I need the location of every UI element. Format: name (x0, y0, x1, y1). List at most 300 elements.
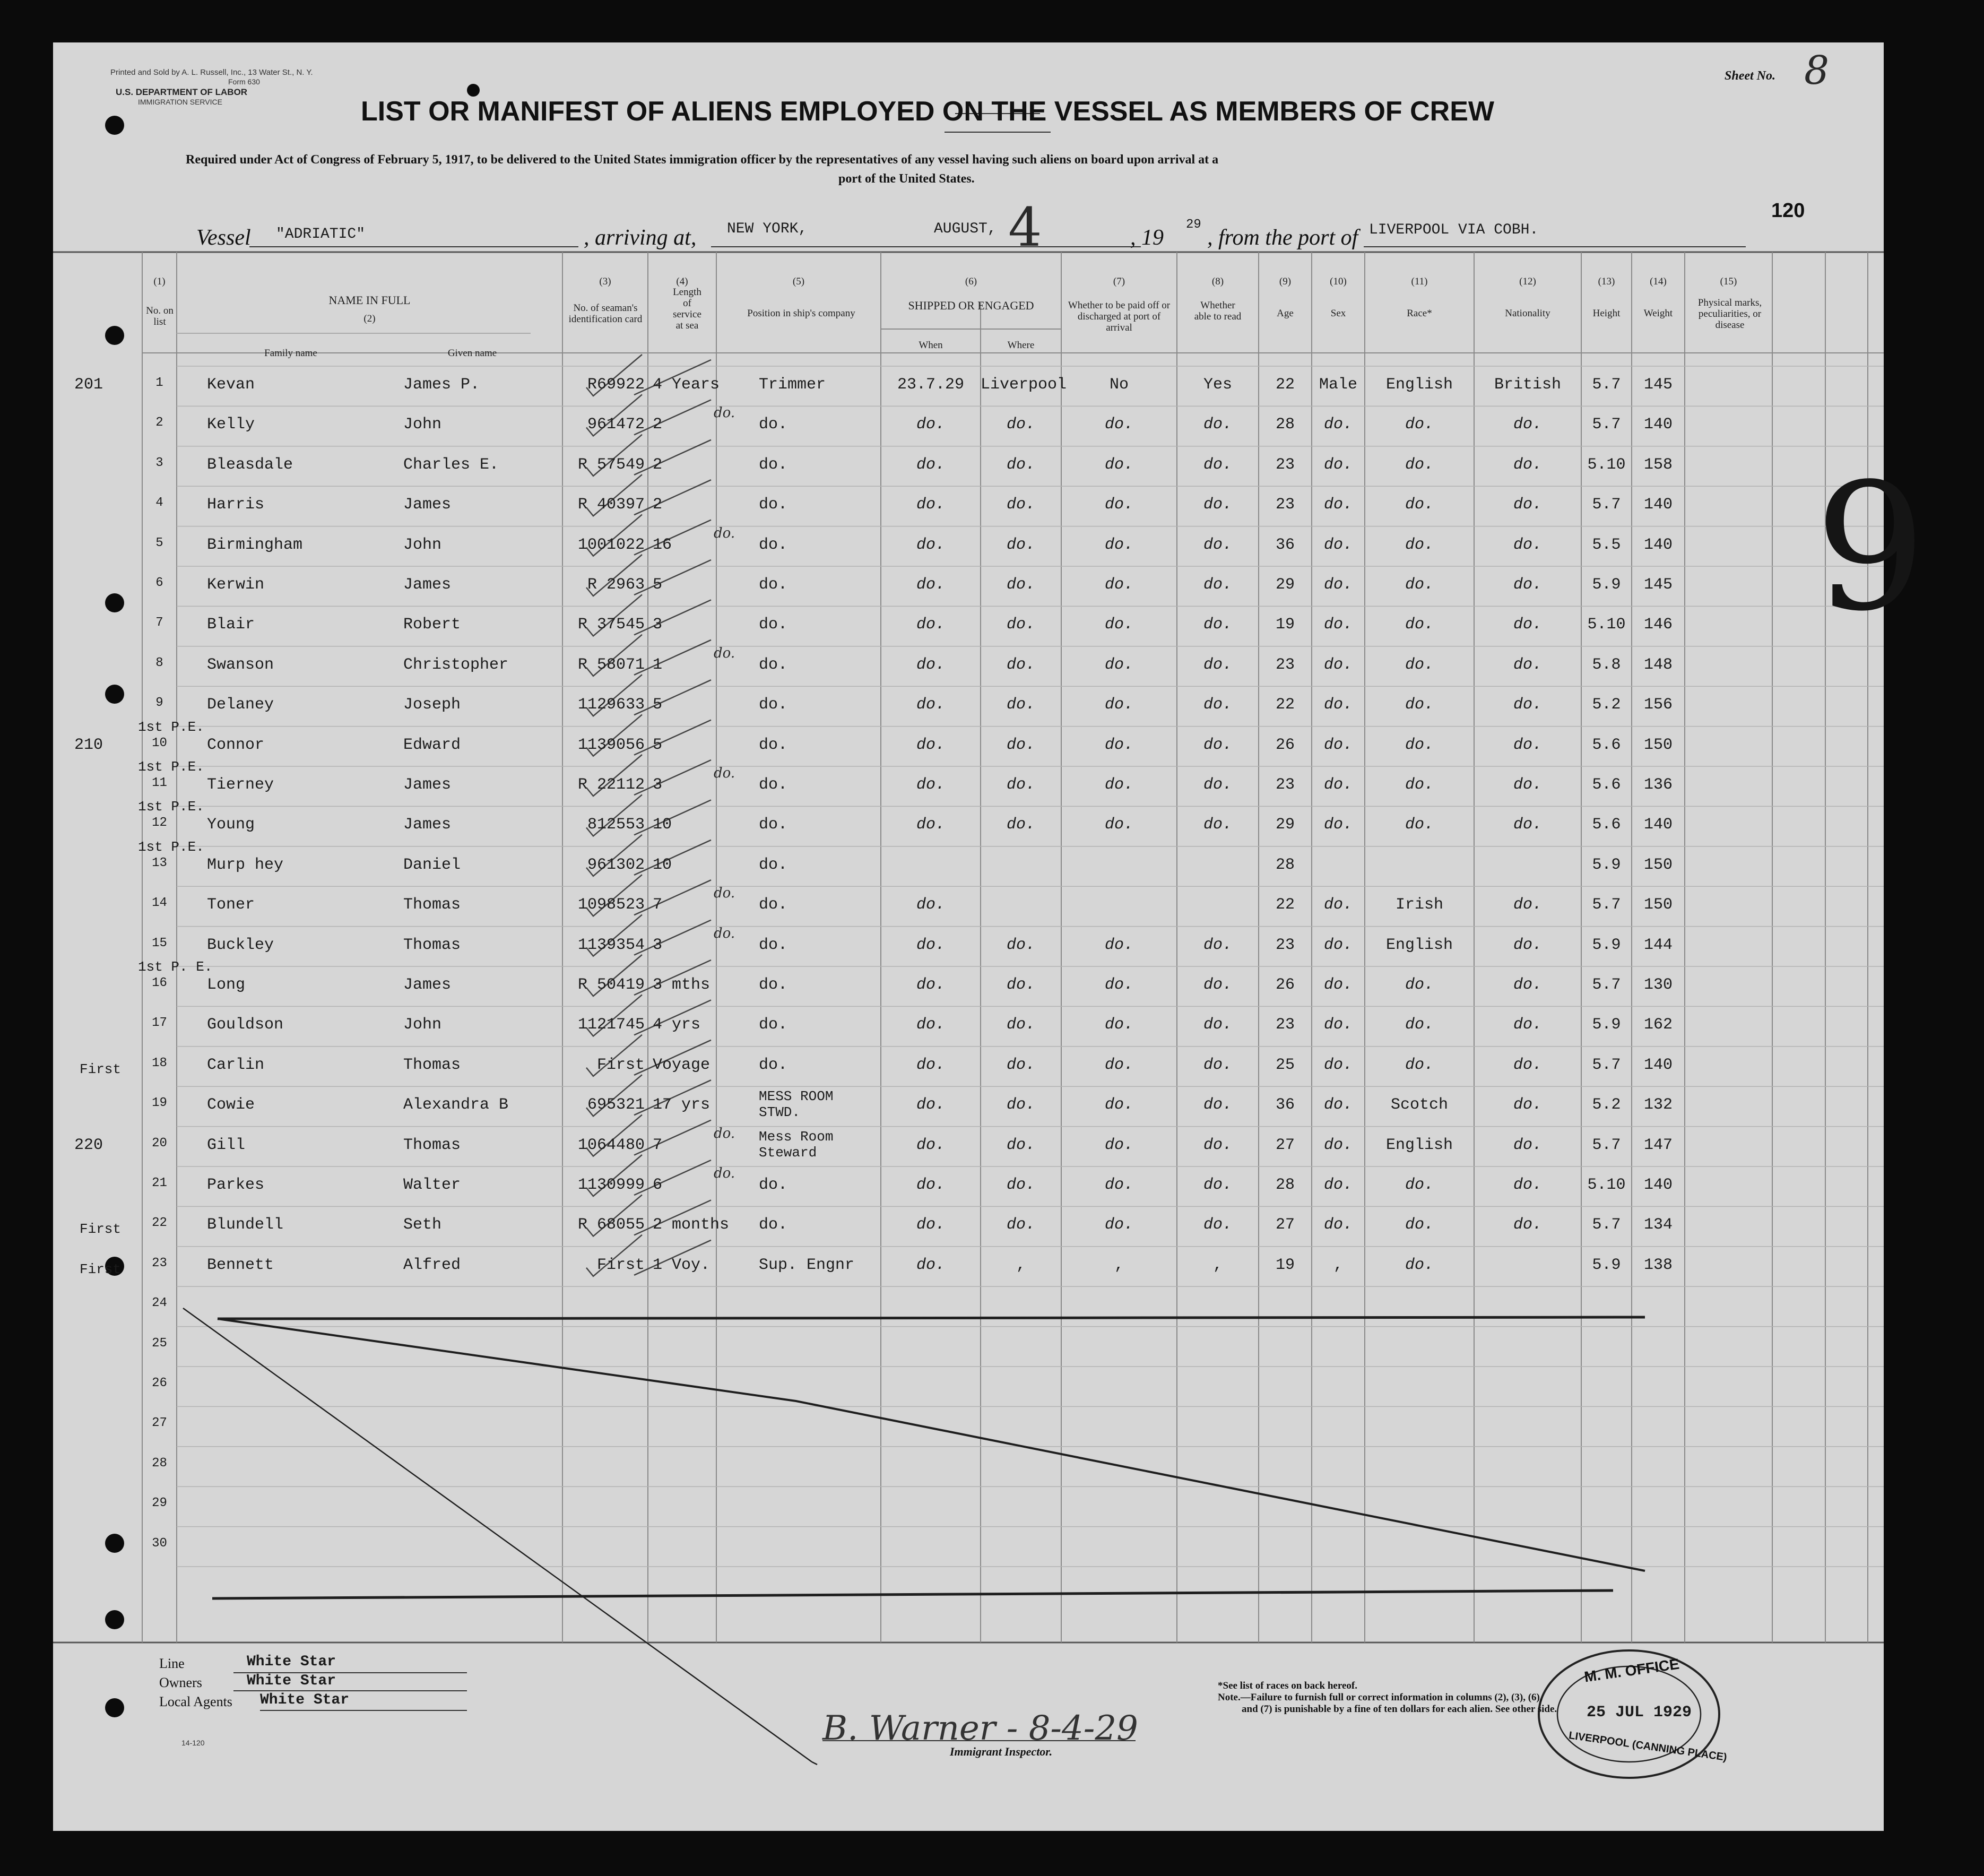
row-number: 11 (152, 776, 167, 790)
margin-note: 1st P.E. (138, 799, 204, 815)
age: 23 (1275, 1016, 1295, 1034)
height: 5.10 (1587, 455, 1626, 474)
seamans-card: R 2963 (587, 576, 645, 594)
col-name-in-full: NAME IN FULL (328, 293, 411, 307)
seamans-card: R 22112 (577, 776, 645, 794)
col-10-number: (10) (1330, 276, 1347, 287)
height: 5.7 (1592, 376, 1621, 394)
weight: 132 (1643, 1096, 1673, 1114)
row-number: 18 (152, 1056, 167, 1070)
row-number: 8 (155, 655, 163, 670)
weight: 150 (1643, 896, 1673, 914)
able-to-read: do. (1203, 976, 1232, 994)
height: 5.7 (1592, 1136, 1621, 1154)
weight: 150 (1643, 736, 1673, 754)
height: 5.6 (1592, 736, 1621, 754)
owners-label: Owners (159, 1675, 202, 1690)
family-name: Parkes (207, 1176, 265, 1194)
given-name: Thomas (403, 1136, 461, 1154)
sex: do. (1323, 696, 1353, 714)
able-to-read: do. (1203, 1096, 1232, 1114)
age: 29 (1275, 816, 1295, 834)
sex: do. (1323, 1016, 1353, 1034)
col-9-number: (9) (1279, 276, 1292, 287)
race: do. (1405, 655, 1434, 674)
weight: 140 (1643, 1176, 1673, 1194)
col-sex: Sex (1330, 308, 1346, 319)
from-underline (1364, 246, 1746, 247)
margin-count: 210 (74, 736, 103, 754)
paid-off: do. (1104, 1096, 1133, 1114)
note-failure: Note.—Failure to furnish full or correct information in columns (2), (3), (6), (1218, 1692, 1543, 1703)
page-title: LIST OR MANIFEST OF ALIENS EMPLOYED ON THE VESSEL AS MEMBERS OF CREW (361, 96, 1494, 127)
race: do. (1405, 455, 1434, 474)
col-8-number: (8) (1211, 276, 1224, 287)
page-number: 120 (1771, 200, 1805, 222)
service-label: IMMIGRATION SERVICE (138, 98, 222, 106)
ship-position: do. (759, 855, 788, 874)
shipped-where: do. (1006, 776, 1035, 794)
col-15-number: (15) (1720, 276, 1737, 287)
ship-position: do. (759, 736, 788, 754)
given-name: Robert (403, 616, 461, 634)
col-6-number: (6) (965, 276, 977, 287)
age: 23 (1275, 496, 1295, 514)
height: 5.9 (1592, 855, 1621, 874)
sex: do. (1323, 1096, 1353, 1114)
shipped-where: Liverpool (981, 376, 1067, 394)
seamans-card: 1129633 (577, 696, 645, 714)
agents-value: White Star (260, 1692, 350, 1708)
family-name: Birmingham (207, 535, 303, 554)
shipped-where: do. (1006, 1176, 1035, 1194)
shipped-where: do. (1006, 1016, 1035, 1034)
paid-off: do. (1104, 496, 1133, 514)
able-to-read: do. (1203, 455, 1232, 474)
height: 5.9 (1592, 1016, 1621, 1034)
year-prefix: , 19 (1130, 226, 1164, 250)
weight: 145 (1643, 376, 1673, 394)
sex: do. (1323, 416, 1353, 434)
ship-position: do. (759, 1216, 788, 1234)
col-1-number: (1) (153, 276, 166, 287)
race: do. (1405, 535, 1434, 554)
shipped-when: do. (916, 1176, 945, 1194)
paid-off: do. (1104, 816, 1133, 834)
age: 23 (1275, 655, 1295, 674)
nationality: British (1494, 376, 1562, 394)
paid-off: do. (1104, 455, 1133, 474)
handwritten-page-mark: 9 (1815, 446, 1926, 650)
able-to-read: do. (1203, 1176, 1232, 1194)
inspector-signature: B. Warner - 8-4-29 (822, 1709, 1138, 1748)
family-name: Gouldson (207, 1016, 284, 1034)
height: 5.10 (1587, 616, 1626, 634)
weight: 150 (1643, 855, 1673, 874)
row-number: 22 (152, 1216, 167, 1231)
nationality: do. (1513, 655, 1542, 674)
col-4-number: (4) (676, 276, 688, 287)
seamans-card: R 37545 (577, 616, 645, 634)
weight: 140 (1643, 1056, 1673, 1074)
nationality: do. (1513, 576, 1542, 594)
col-shipped-engaged: SHIPPED OR ENGAGED (908, 299, 1034, 312)
shipped-where: do. (1006, 416, 1035, 434)
sex: do. (1323, 1136, 1353, 1154)
arrival-day: 4 (1008, 196, 1042, 258)
seamans-card: R 57549 (577, 455, 645, 474)
paid-off: do. (1104, 1056, 1133, 1074)
seamans-card: 1098523 (577, 896, 645, 914)
seamans-card: 961472 (587, 416, 645, 434)
height: 5.5 (1592, 535, 1621, 554)
margin-note: 1st P.E. (138, 838, 204, 855)
ship-position: do. (759, 976, 788, 994)
ship-position: do. (759, 616, 788, 634)
shipped-when: do. (916, 1216, 945, 1234)
nationality: do. (1513, 816, 1542, 834)
age: 28 (1275, 416, 1295, 434)
printer-line: Printed and Sold by A. L. Russell, Inc., 13 Water St., N. Y. (110, 68, 313, 77)
row-number: 15 (152, 936, 167, 950)
race: do. (1405, 496, 1434, 514)
age: 28 (1275, 1176, 1295, 1194)
col-position: Position in ship's company (747, 308, 855, 319)
margin-count: 220 (74, 1136, 103, 1154)
col-physical-marks: Physical marks, peculiarities, or disease (1697, 297, 1762, 331)
seamans-card: 1139354 (577, 936, 645, 954)
seamans-card: R 68055 (577, 1216, 645, 1234)
ship-position: do. (759, 1056, 788, 1074)
race: do. (1405, 776, 1434, 794)
nationality: do. (1513, 1056, 1542, 1074)
nationality: do. (1513, 696, 1542, 714)
given-name: John (403, 416, 442, 434)
age: 19 (1275, 1256, 1295, 1274)
family-name: Bleasdale (207, 455, 293, 474)
able-to-read: do. (1203, 416, 1232, 434)
shipped-when: do. (916, 496, 945, 514)
height: 5.2 (1592, 1096, 1621, 1114)
empty-row-number: 28 (152, 1456, 167, 1471)
given-name: John (403, 1016, 442, 1034)
seamans-card: 1130999 (577, 1176, 645, 1194)
able-to-read: do. (1203, 776, 1232, 794)
shipped-where: do. (1006, 936, 1035, 954)
age: 23 (1275, 776, 1295, 794)
line-label: Line (159, 1656, 185, 1671)
margin-note: First (80, 1061, 122, 1077)
ship-position: do. (759, 696, 788, 714)
family-name: Buckley (207, 936, 274, 954)
sex: do. (1323, 616, 1353, 634)
length-of-service: Voyage (653, 1056, 711, 1074)
nationality: do. (1513, 455, 1542, 474)
given-name: Edward (403, 736, 461, 754)
note-penalty: and (7) is punishable by a fine of ten dollars for each alien. See other side. (1242, 1704, 1557, 1715)
length-of-service: 3 (653, 616, 663, 634)
seamans-card: First (596, 1056, 645, 1074)
shipped-where: do. (1006, 1216, 1035, 1234)
given-name: Thomas (403, 936, 461, 954)
col-where: Where (1007, 340, 1035, 351)
ship-position: do. (759, 896, 788, 914)
subtitle-line-1: Required under Act of Congress of February 5, 1917, to be delivered to the United States immigration officer by the representatives of any vessel having such aliens on board upon arrival at a (186, 153, 1219, 167)
able-to-read: Yes (1203, 376, 1232, 394)
age: 26 (1275, 736, 1295, 754)
given-name: Christopher (403, 655, 509, 674)
col-weight: Weight (1643, 308, 1673, 319)
length-of-service: 3 (653, 936, 663, 954)
age: 25 (1275, 1056, 1295, 1074)
able-to-read: do. (1203, 535, 1232, 554)
ship-position: MESS ROOM STWD. (759, 1088, 834, 1121)
sex: do. (1323, 776, 1353, 794)
col-5-number: (5) (792, 276, 805, 287)
height: 5.7 (1592, 416, 1621, 434)
vessel-label: Vessel (196, 226, 251, 250)
given-name: Daniel (403, 855, 461, 874)
race: do. (1405, 976, 1434, 994)
col-2-number: (2) (363, 313, 376, 324)
row-number: 21 (152, 1176, 167, 1190)
form-number: Form 630 (228, 77, 260, 86)
margin-note: 1st P. E. (138, 959, 213, 975)
seamans-card: R 40397 (577, 496, 645, 514)
sheet-number: 8 (1804, 48, 1830, 93)
family-name: Blair (207, 616, 255, 634)
able-to-read: do. (1203, 616, 1232, 634)
col-13-number: (13) (1598, 276, 1615, 287)
height: 5.9 (1592, 936, 1621, 954)
nationality: do. (1513, 1176, 1542, 1194)
col-seamans-card: No. of seaman's identification card (568, 302, 643, 325)
row-number: 2 (155, 416, 163, 430)
row-number: 19 (152, 1096, 167, 1111)
sex: do. (1323, 1056, 1353, 1074)
ship-position: do. (759, 1016, 788, 1034)
shipped-where: do. (1006, 496, 1035, 514)
nationality: do. (1513, 976, 1542, 994)
able-to-read: do. (1203, 1136, 1232, 1154)
ship-position: do. (759, 655, 788, 674)
weight: 140 (1643, 535, 1673, 554)
given-name: Joseph (403, 696, 461, 714)
race: Scotch (1390, 1096, 1449, 1114)
nationality: do. (1513, 1016, 1542, 1034)
shipped-when: 23.7.29 (897, 376, 965, 394)
age: 36 (1275, 1096, 1295, 1114)
length-of-service: 1 Voy. (653, 1256, 711, 1274)
shipped-where: do. (1006, 655, 1035, 674)
sex: do. (1323, 455, 1353, 474)
shipped-when: do. (916, 616, 945, 634)
year-suffix: 29 (1186, 218, 1201, 232)
nationality: do. (1513, 736, 1542, 754)
shipped-where: do. (1006, 976, 1035, 994)
shipped-when: do. (916, 776, 945, 794)
sex: do. (1323, 816, 1353, 834)
service-ditto: do. (714, 1125, 735, 1142)
ship-position: do. (759, 496, 788, 514)
family-name: Blundell (207, 1216, 284, 1234)
shipped-when: do. (916, 1256, 945, 1274)
paid-off: do. (1104, 535, 1133, 554)
race: do. (1405, 696, 1434, 714)
note-races: *See list of races on back hereof. (1218, 1680, 1357, 1691)
ship-position: do. (759, 936, 788, 954)
weight: 138 (1643, 1256, 1673, 1274)
height: 5.6 (1592, 776, 1621, 794)
paid-off: do. (1104, 1216, 1133, 1234)
paid-off: do. (1104, 1016, 1133, 1034)
weight: 148 (1643, 655, 1673, 674)
paid-off: do. (1104, 616, 1133, 634)
seamans-card: First (596, 1256, 645, 1274)
able-to-read: do. (1203, 496, 1232, 514)
weight: 144 (1643, 936, 1673, 954)
shipped-when: do. (916, 455, 945, 474)
age: 28 (1275, 855, 1295, 874)
row-number: 10 (152, 736, 167, 750)
race: English (1385, 376, 1453, 394)
shipped-when: do. (916, 655, 945, 674)
sex: do. (1323, 936, 1353, 954)
weight: 158 (1643, 455, 1673, 474)
family-name: Long (207, 976, 246, 994)
able-to-read: do. (1203, 736, 1232, 754)
age: 22 (1275, 896, 1295, 914)
given-name: Seth (403, 1216, 442, 1234)
margin-count: 201 (74, 376, 103, 394)
department-label: U.S. DEPARTMENT OF LABOR (116, 87, 248, 97)
seamans-card: R 58071 (577, 655, 645, 674)
nationality: do. (1513, 1216, 1542, 1234)
family-name: Murp hey (207, 855, 284, 874)
col-7-number: (7) (1113, 276, 1125, 287)
seamans-card: 695321 (587, 1096, 645, 1114)
col-able-read: Whether able to read (1194, 300, 1242, 322)
row-number: 9 (155, 696, 163, 711)
age: 22 (1275, 696, 1295, 714)
able-to-read: do. (1203, 655, 1232, 674)
row-number: 16 (152, 976, 167, 990)
family-name: Kelly (207, 416, 255, 434)
length-of-service: 17 yrs (653, 1096, 711, 1114)
row-number: 20 (152, 1136, 167, 1151)
given-name: James (403, 976, 452, 994)
margin-note: 1st P.E. (138, 759, 204, 775)
empty-row-number: 27 (152, 1416, 167, 1431)
able-to-read: do. (1203, 1216, 1232, 1234)
length-of-service: 4 Years (653, 376, 720, 394)
stamp-bottom: LIVERPOOL (CANNING PLACE) (1568, 1730, 1728, 1763)
race: English (1385, 936, 1453, 954)
length-of-service: 2 months (653, 1216, 730, 1234)
given-name: James (403, 576, 452, 594)
length-of-service: 7 (653, 1136, 663, 1154)
weight: 145 (1643, 576, 1673, 594)
length-of-service: 10 (653, 816, 672, 834)
service-ditto: do. (714, 1165, 735, 1181)
family-name: Cowie (207, 1096, 255, 1114)
shipped-where: , (1016, 1256, 1026, 1274)
able-to-read: do. (1203, 1056, 1232, 1074)
seamans-card: 1139056 (577, 736, 645, 754)
margin-note: First (80, 1261, 122, 1277)
length-of-service: 2 (653, 416, 663, 434)
service-ditto: do. (714, 405, 735, 421)
length-of-service: 6 (653, 1176, 663, 1194)
col-length-service: Length of service at sea (673, 287, 701, 331)
empty-row-number: 25 (152, 1336, 167, 1351)
nationality: do. (1513, 936, 1542, 954)
col-nationality: Nationality (1505, 308, 1550, 319)
able-to-read: do. (1203, 696, 1232, 714)
col-when: When (919, 340, 943, 351)
nationality: do. (1513, 1096, 1542, 1114)
weight: 140 (1643, 816, 1673, 834)
height: 5.10 (1587, 1176, 1626, 1194)
race: do. (1405, 576, 1434, 594)
given-name: Thomas (403, 896, 461, 914)
from-port: LIVERPOOL VIA COBH. (1369, 222, 1539, 238)
weight: 136 (1643, 776, 1673, 794)
race: do. (1405, 1216, 1434, 1234)
race: do. (1405, 616, 1434, 634)
empty-row-number: 26 (152, 1376, 167, 1390)
row-number: 6 (155, 576, 163, 590)
shipped-where: do. (1006, 696, 1035, 714)
row-number: 17 (152, 1016, 167, 1031)
length-of-service: 2 (653, 496, 663, 514)
seamans-card: 1001022 (577, 535, 645, 554)
paid-off: do. (1104, 696, 1133, 714)
height: 5.8 (1592, 655, 1621, 674)
nationality: do. (1513, 535, 1542, 554)
col-11-number: (11) (1411, 276, 1428, 287)
row-number: 13 (152, 855, 167, 870)
family-name: Kerwin (207, 576, 265, 594)
margin-note: 1st P.E. (138, 719, 204, 735)
row-number: 3 (155, 455, 163, 470)
col-paid-off: Whether to be paid off or discharged at port of arrival (1068, 300, 1171, 333)
age: 27 (1275, 1136, 1295, 1154)
vessel-underline (249, 246, 578, 247)
row-number: 14 (152, 896, 167, 911)
paid-off: do. (1104, 736, 1133, 754)
able-to-read: do. (1203, 1016, 1232, 1034)
length-of-service: 5 (653, 576, 663, 594)
given-name: James P. (403, 376, 480, 394)
family-name: Harris (207, 496, 265, 514)
given-name: James (403, 816, 452, 834)
given-name: James (403, 496, 452, 514)
seamans-card: 1121745 (577, 1016, 645, 1034)
empty-row-number: 29 (152, 1496, 167, 1511)
height: 5.9 (1592, 1256, 1621, 1274)
race: do. (1405, 1256, 1434, 1274)
age: 19 (1275, 616, 1295, 634)
service-ditto: do. (714, 925, 735, 941)
ship-position: Mess Room Steward (759, 1128, 834, 1161)
length-of-service: 2 (653, 455, 663, 474)
row-number: 5 (155, 535, 163, 550)
height: 5.9 (1592, 576, 1621, 594)
title-rule (945, 132, 1051, 133)
given-name: John (403, 535, 442, 554)
paid-off: do. (1104, 655, 1133, 674)
